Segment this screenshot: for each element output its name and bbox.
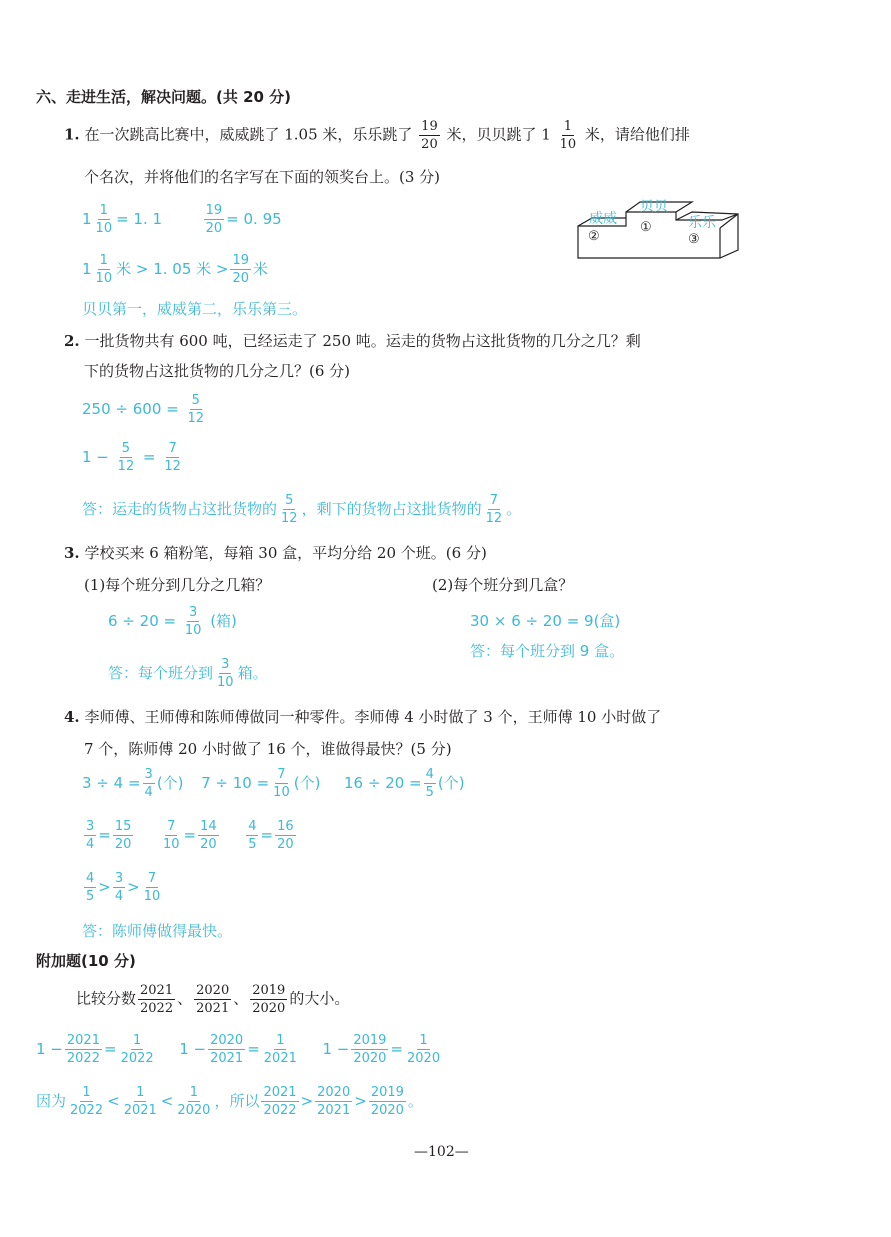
fraction [94,204,115,235]
denominator: 5 [248,837,257,852]
fraction [84,872,96,903]
fraction [185,394,206,425]
numerator: 2021 [263,1085,297,1100]
answer-text: 16 ÷ 20 = [344,774,422,792]
fraction [424,768,436,799]
denominator: 2021 [210,1051,244,1066]
numerator: 14 [200,819,217,834]
denominator: 10 [559,137,577,152]
numerator: 16 [277,819,294,834]
question-number: 1. [64,125,80,144]
answer-line [82,820,298,851]
answer-text: = 1. 1 [116,210,163,228]
page-number: —102— [414,1144,469,1160]
question-4-line-1 [64,706,661,727]
denominator: 2020 [407,1051,441,1066]
numerator: 3 [188,605,198,620]
denominator: 2020 [370,1103,404,1118]
denominator: 2021 [317,1103,351,1118]
podium-name-third: 乐乐 [688,215,716,231]
answer-line [82,872,164,903]
sub-question-2: (2)每个班分到几盒？ [432,576,574,594]
question-number: 4. [64,708,80,726]
question-text: 比较分数 [76,989,137,1008]
answer-text: 1 − [322,1040,350,1058]
answer-line [108,606,237,637]
fraction [484,494,505,525]
answer-text: = [260,826,274,844]
answer-line [36,1086,423,1117]
denominator: 5 [86,889,95,904]
answer-text: > [300,1092,314,1110]
denominator: 20 [114,837,132,852]
fraction [143,768,155,799]
answer-text: 米 [253,260,269,278]
answer-text: = 0. 95 [226,210,282,228]
answer-text: = [98,826,111,844]
question-4-line-2: 7 个，陈师傅 20 小时做了 16 个，谁做得最快？(5 分) [84,740,452,758]
answer-text: = [183,826,197,844]
question-text: 的大小。 [289,989,350,1008]
numerator: 4 [86,871,95,886]
numerator: 3 [114,871,124,886]
answer-line [82,254,268,285]
denominator: 2022 [263,1103,297,1118]
fraction [119,1034,156,1065]
numerator: 3 [86,819,95,834]
denominator: 2021 [196,1001,230,1016]
answer-text: 。 [506,500,522,518]
numerator: 3 [144,767,153,782]
answer-line [82,768,465,799]
answer-text: 1 − [36,1040,63,1058]
numerator: 7 [147,871,157,886]
numerator: 1 [99,203,108,218]
answer-text: = [390,1040,403,1058]
fraction [275,820,296,851]
answer-text: 7 ÷ 10 = [201,774,270,792]
answer-text: = [103,1040,117,1058]
answer-line [82,494,521,525]
fraction [271,768,292,799]
answer-line [82,204,282,235]
fraction [122,1086,159,1117]
question-text: 在一次跳高比赛中，威威跳了 1.05 米，乐乐跳了 [84,125,413,144]
fraction [230,254,251,285]
podium-name-first: 贝贝 [640,199,668,215]
denominator: 2020 [252,1001,286,1016]
answer-text: 因为 [36,1092,67,1110]
question-text: 米，贝贝跳了 1 [446,125,551,144]
fraction [142,872,163,903]
fraction [204,204,225,235]
denominator: 2022 [66,1051,100,1066]
question-number: 2. [64,332,80,350]
question-2-line-2: 下的货物占这批货物的几分之几？(6 分) [84,362,351,380]
denominator: 4 [86,837,95,852]
numerator: 4 [425,767,434,782]
denominator: 2021 [263,1051,297,1066]
fraction [198,820,219,851]
denominator: 2022 [70,1103,104,1118]
numerator: 2020 [317,1085,351,1100]
numerator: 1 [136,1085,145,1100]
numerator: 7 [489,493,498,508]
denominator: 4 [114,889,124,904]
fraction [138,984,175,1015]
fraction [161,820,182,851]
numerator: 2020 [196,983,230,998]
answer-line [82,394,208,425]
bonus-title: 附加题(10 分) [36,952,136,970]
fraction [194,984,231,1015]
question-2-line-1 [64,330,641,351]
denominator: 12 [485,511,503,526]
answer-text: 1 [82,210,92,228]
question-1-line-2: 个名次，并将他们的名字写在下面的领奖台上。(3 分) [84,168,441,186]
denominator: 10 [95,221,113,236]
answer-text: ，剩下的货物占这批货物的 [301,500,482,518]
fraction [279,494,300,525]
fraction [558,120,579,151]
numerator: 7 [277,767,286,782]
answer-text: 6 ÷ 20 = [108,612,177,630]
fraction [261,1086,298,1117]
numerator: 2019 [353,1033,387,1048]
numerator: 1 [189,1085,199,1100]
bonus-question [76,984,349,1015]
fraction [351,1034,388,1065]
answer-line: 贝贝第一，威威第二，乐乐第三。 [82,300,308,318]
podium-mark-third: ③ [688,232,700,247]
numerator: 19 [205,203,223,218]
question-text: 米，请给他们排 [584,125,690,144]
question-text: 一批货物共有 600 吨，已经运走了 250 吨。运走的货物占这批货物的几分之几？剩 [84,332,641,350]
fraction [315,1086,352,1117]
numerator: 1 [132,1033,142,1048]
question-text: 李师傅、王师傅和陈师傅做同一种零件。李师傅 4 小时做了 3 个，王师傅 10 小时做了 [84,708,662,726]
answer-text: 250 ÷ 600 = [82,400,179,418]
fraction [215,658,236,689]
numerator: 19 [232,253,250,268]
answer-text: 3 ÷ 4 = [82,774,141,792]
answer-text: < [160,1092,174,1110]
answer-text: 答：每个班分到 [108,664,214,682]
fraction [162,442,183,473]
denominator: 5 [425,785,434,800]
denominator: 12 [164,459,181,474]
question-text: 学校买来 6 箱粉笔，每箱 30 盒，平均分给 20 个班。(6 分) [84,544,487,562]
numerator: 19 [421,119,438,134]
fraction [65,1034,102,1065]
fraction [116,442,137,473]
section-title: 六、走进生活，解决问题。(共 20 分) [36,88,292,106]
fraction [250,984,287,1015]
fraction [94,254,115,285]
numerator: 1 [99,253,108,268]
fraction [419,120,440,151]
answer-text: < [107,1092,120,1110]
numerator: 2021 [140,983,174,998]
numerator: 1 [419,1033,428,1048]
answer-text: > [354,1092,367,1110]
answer-line: 30 × 6 ÷ 20 = 9(盒) [470,612,621,630]
denominator: 2022 [120,1051,154,1066]
numerator: 5 [285,493,294,508]
numerator: 5 [121,441,131,456]
denominator: 2022 [140,1001,174,1016]
podium-mark-first: ① [640,220,652,235]
fraction [208,1034,245,1065]
denominator: 2020 [177,1103,211,1118]
answer-text: = [247,1040,260,1058]
question-3-line-1 [64,542,487,563]
denominator: 4 [144,785,153,800]
answer-text: 1 − [179,1040,207,1058]
answer-text: 。 [407,1092,423,1110]
answer-text: (个) [293,774,321,792]
numerator: 3 [221,657,230,672]
fraction [262,1034,299,1065]
answer-text: 答：运走的货物占这批货物的 [82,500,278,518]
fraction [183,606,204,637]
denominator: 10 [217,675,234,690]
numerator: 2019 [370,1085,404,1100]
numerator: 7 [168,441,177,456]
numerator: 2021 [66,1033,100,1048]
numerator: 4 [248,819,257,834]
question-1-line-1 [64,120,690,151]
sub-question-1: (1)每个班分到几分之几箱？ [84,576,271,594]
denominator: 2020 [353,1051,387,1066]
denominator: 12 [117,459,135,474]
denominator: 20 [205,221,223,236]
answer-line [82,442,185,473]
numerator: 1 [276,1033,285,1048]
answer-text: > [98,878,111,896]
denominator: 10 [143,889,161,904]
denominator: 10 [162,837,180,852]
podium-mark-second: ② [588,229,600,244]
numerator: 2020 [210,1033,244,1048]
denominator: 10 [95,271,113,286]
answer-text: ，所以 [214,1092,260,1110]
answer-line: 答：陈师傅做得最快。 [82,922,233,940]
denominator: 20 [277,837,294,852]
answer-line [36,1034,444,1065]
numerator: 15 [114,819,132,834]
fraction [113,820,134,851]
answer-line [108,658,268,689]
question-text: 、 [177,989,193,1008]
answer-text: = [143,448,156,466]
fraction [113,872,125,903]
podium-name-second: 威威 [589,211,617,227]
answer-text: > [127,878,140,896]
answer-text: (个) [156,774,184,792]
fraction [175,1086,212,1117]
question-number: 3. [64,544,80,562]
denominator: 20 [232,271,250,286]
answer-text: 箱。 [237,664,268,682]
numerator: 1 [82,1085,91,1100]
fraction [68,1086,105,1117]
numerator: 7 [167,819,176,834]
denominator: 20 [421,137,438,152]
fraction [405,1034,442,1065]
numerator: 1 [563,119,572,134]
fraction [369,1086,406,1117]
denominator: 10 [184,623,202,638]
numerator: 5 [191,393,200,408]
answer-line: 答：每个班分到 9 盒。 [470,642,625,660]
answer-text: 1 [82,260,92,278]
denominator: 2021 [123,1103,157,1118]
answer-text: 1 − [82,448,109,466]
numerator: 2019 [252,983,286,998]
question-text: 、 [233,989,249,1008]
denominator: 12 [281,511,298,526]
answer-text: (箱) [210,612,237,630]
answer-text: (个) [437,774,465,792]
denominator: 12 [187,411,205,426]
fraction [84,820,96,851]
denominator: 20 [200,837,217,852]
denominator: 10 [273,785,290,800]
fraction [246,820,258,851]
answer-text: 米 > 1. 05 米 > [116,260,229,278]
